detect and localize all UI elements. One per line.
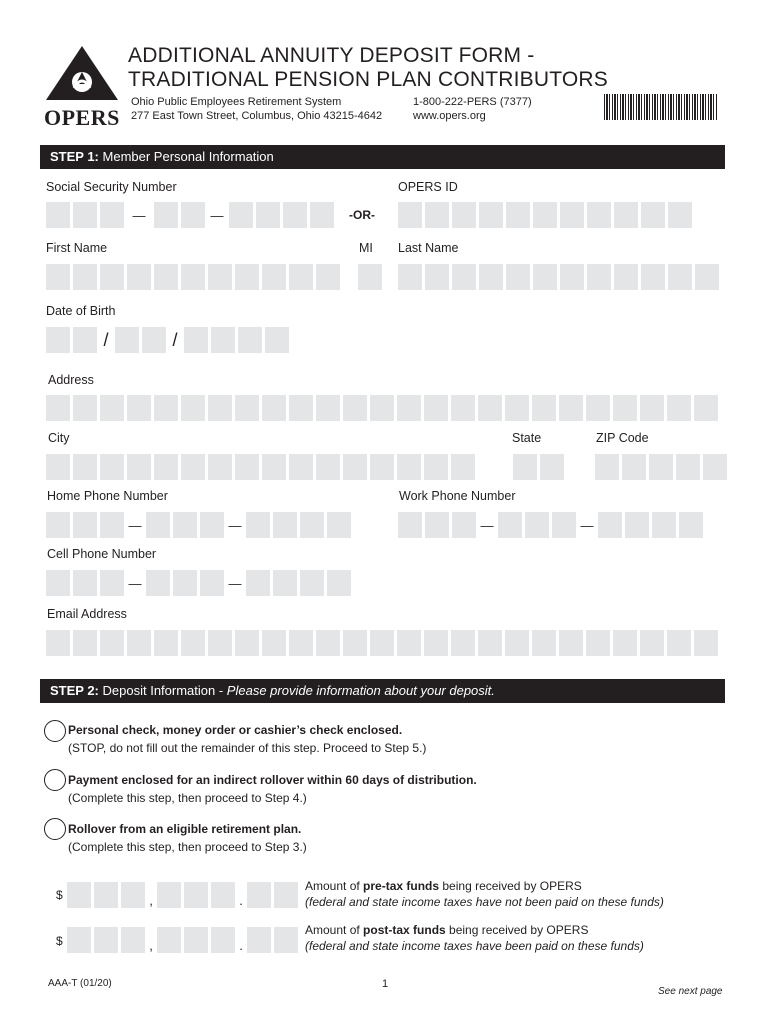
home-phone-label: Home Phone Number (47, 489, 168, 503)
opers-logo (44, 44, 120, 130)
home-phone-field[interactable]: — — (46, 512, 351, 538)
email-field[interactable] (46, 630, 718, 656)
dob-field[interactable]: / / (46, 327, 289, 353)
address-label: Address (48, 373, 94, 387)
email-label: Email Address (47, 607, 127, 621)
option-check-sub: (STOP, do not fill out the remainder of this step. Proceed to Step 5.) (68, 741, 427, 755)
city-field[interactable] (46, 454, 475, 480)
work-phone-field[interactable]: — — (398, 512, 703, 538)
org-address: 277 East Town Street, Columbus, Ohio 43215-4642 (131, 110, 383, 122)
pretax-currency: $ (56, 888, 63, 902)
see-next-page: See next page (658, 986, 723, 997)
form-title-line2: TRADITIONAL PENSION PLAN CONTRIBUTORS (128, 68, 608, 91)
option-indirect-rollover-title: Payment enclosed for an indirect rollover within 60 days of distribution. (68, 773, 477, 787)
posttax-currency: $ (56, 934, 63, 948)
option-check-radio[interactable] (44, 720, 66, 742)
first-name-field[interactable] (46, 264, 340, 290)
option-indirect-rollover-radio[interactable] (44, 769, 66, 791)
zip-label: ZIP Code (596, 431, 649, 445)
org-phone: 1-800-222-PERS (7377) (413, 96, 532, 108)
posttax-amount-field[interactable]: , . (67, 927, 298, 953)
cell-phone-field[interactable]: — — (46, 570, 351, 596)
option-eligible-rollover-sub: (Complete this step, then proceed to Step 3.) (68, 840, 307, 854)
ssn-label: Social Security Number (46, 180, 177, 194)
pretax-amount-field[interactable]: , . (67, 882, 298, 908)
ssn-field[interactable]: — — (46, 202, 334, 228)
or-label: -OR- (349, 208, 375, 222)
opers-id-label: OPERS ID (398, 180, 458, 194)
step1-header: STEP 1: Member Personal Information (40, 145, 725, 169)
form-title-line1: ADDITIONAL ANNUITY DEPOSIT FORM - (128, 44, 535, 67)
dob-label: Date of Birth (46, 304, 116, 318)
option-indirect-rollover-sub: (Complete this step, then proceed to Step 4.) (68, 791, 307, 805)
last-name-field[interactable] (398, 264, 719, 290)
cell-phone-label: Cell Phone Number (47, 547, 157, 561)
logo-text: OPERS (44, 105, 120, 130)
opers-triangle-icon (44, 44, 120, 102)
mi-label: MI (359, 241, 373, 255)
option-check-title: Personal check, money order or cashier’s check enclosed. (68, 723, 403, 737)
step2-header: STEP 2: Deposit Information - Please provide information about your deposit. (40, 679, 725, 703)
opers-id-field[interactable] (398, 202, 692, 228)
zip-field[interactable] (595, 454, 727, 480)
option-eligible-rollover-title: Rollover from an eligible retirement plan. (68, 822, 302, 836)
posttax-note: (federal and state income taxes have been paid on these funds) (305, 939, 644, 953)
state-label: State (512, 431, 542, 445)
org-name: Ohio Public Employees Retirement System (131, 96, 342, 108)
first-name-label: First Name (46, 241, 108, 255)
work-phone-label: Work Phone Number (399, 489, 516, 503)
last-name-label: Last Name (398, 241, 459, 255)
barcode (604, 94, 718, 120)
form-code: AAA-T (01/20) (48, 978, 112, 989)
pretax-note: (federal and state income taxes have not been paid on these funds) (305, 895, 664, 909)
page-number: 1 (382, 978, 389, 990)
pretax-description: Amount of pre-tax funds being received by OPERS (305, 879, 582, 893)
org-website: www.opers.org (413, 110, 486, 122)
city-label: City (48, 431, 70, 445)
state-field[interactable] (513, 454, 564, 480)
posttax-description: Amount of post-tax funds being received by OPERS (305, 923, 589, 937)
address-field[interactable] (46, 395, 718, 421)
option-eligible-rollover-radio[interactable] (44, 818, 66, 840)
mi-field[interactable] (358, 264, 382, 290)
